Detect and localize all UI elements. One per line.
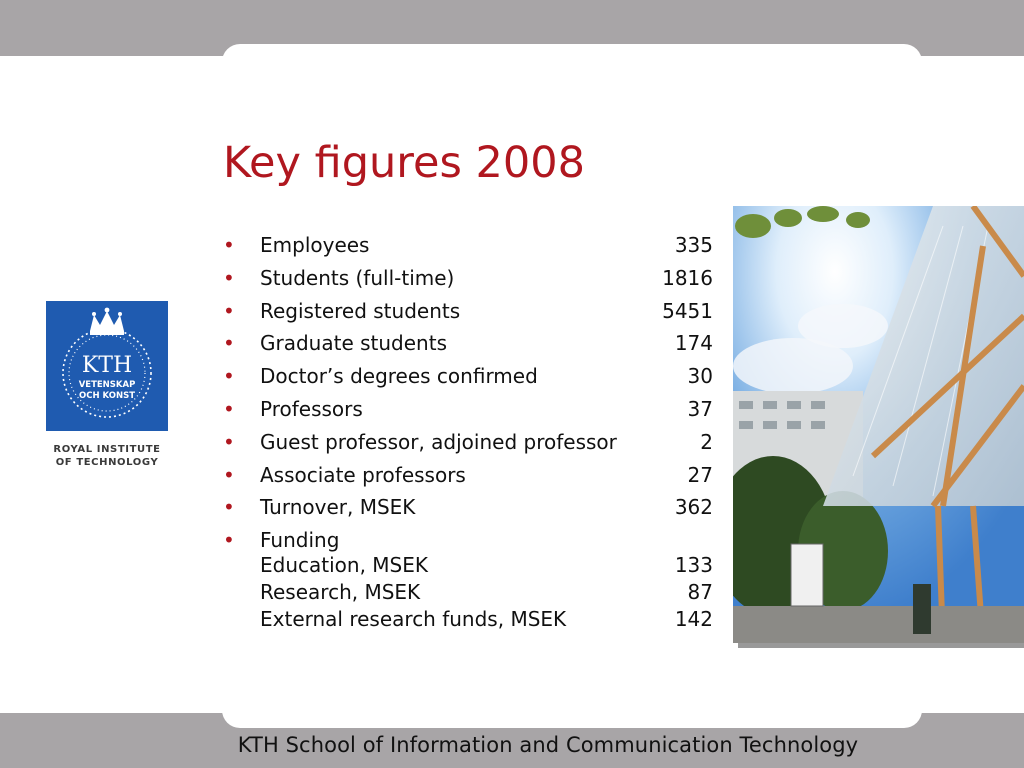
bullet-icon: • (223, 265, 235, 290)
bullet-icon: • (223, 298, 235, 323)
funding-row-value: 87 (687, 580, 713, 605)
funding-row-label: Research, MSEK (260, 580, 421, 605)
bullet-icon: • (223, 462, 235, 487)
item-value: 37 (687, 396, 713, 421)
funding-row (223, 606, 715, 633)
bullet-icon: • (223, 528, 235, 553)
item-label: Doctor’s degrees confirmed (260, 364, 538, 389)
logo-line2: OCH KONST (78, 391, 136, 401)
canopy-photo-image (733, 206, 1024, 643)
kth-seal-icon (46, 301, 168, 431)
kth-logo (46, 301, 168, 431)
bullet-icon: • (223, 233, 235, 257)
list-item (223, 327, 715, 360)
item-value: 362 (674, 495, 713, 520)
footer-text: KTH School of Information and Communication Technology (237, 733, 859, 757)
bullet-icon: • (223, 429, 235, 454)
logo-kth-text: KTH (81, 353, 133, 378)
funding-row (223, 552, 715, 579)
list-item-funding (223, 524, 715, 552)
bullet-icon: • (223, 495, 235, 520)
item-label: Students (full-time) (260, 265, 455, 290)
funding-row-value: 142 (674, 607, 713, 632)
slide-title: Key figures 2008 (223, 138, 585, 188)
item-label: Turnover, MSEK (260, 495, 416, 520)
bullet-icon: • (223, 364, 235, 389)
funding-row-value: 133 (674, 553, 713, 578)
list-item (223, 360, 715, 393)
funding-row-label: External research funds, MSEK (260, 607, 567, 632)
item-value: 174 (674, 331, 713, 356)
item-value: 27 (687, 462, 713, 487)
list-item (223, 491, 715, 524)
list-item (223, 295, 715, 328)
item-value: 30 (687, 364, 713, 389)
funding-row (223, 579, 715, 606)
item-label: Graduate students (260, 331, 447, 356)
item-label: Employees (260, 233, 370, 257)
list-item (223, 393, 715, 426)
logo-caption (40, 443, 174, 469)
logo-caption-line1: ROYAL INSTITUTE (53, 444, 161, 455)
list-item (223, 459, 715, 492)
item-label: Registered students (260, 298, 461, 323)
item-value: 2 (700, 429, 713, 454)
list-item (223, 229, 715, 262)
item-label: Associate professors (260, 462, 466, 487)
campus-photo (733, 206, 1024, 643)
item-value: 5451 (662, 298, 713, 323)
item-value: 1816 (662, 265, 713, 290)
list-item (223, 262, 715, 295)
list-item (223, 426, 715, 459)
bullet-icon: • (223, 331, 235, 356)
logo-line1: VETENSKAP (78, 380, 136, 390)
logo-caption-line2: OF TECHNOLOGY (55, 457, 159, 468)
item-label: Guest professor, adjoined professor (260, 429, 617, 454)
item-value: 335 (674, 233, 713, 257)
funding-row-label: Education, MSEK (260, 553, 428, 578)
bullet-icon: • (223, 396, 235, 421)
item-label: Professors (260, 396, 363, 421)
funding-label: Funding (260, 528, 340, 553)
key-figures-list (223, 229, 715, 633)
